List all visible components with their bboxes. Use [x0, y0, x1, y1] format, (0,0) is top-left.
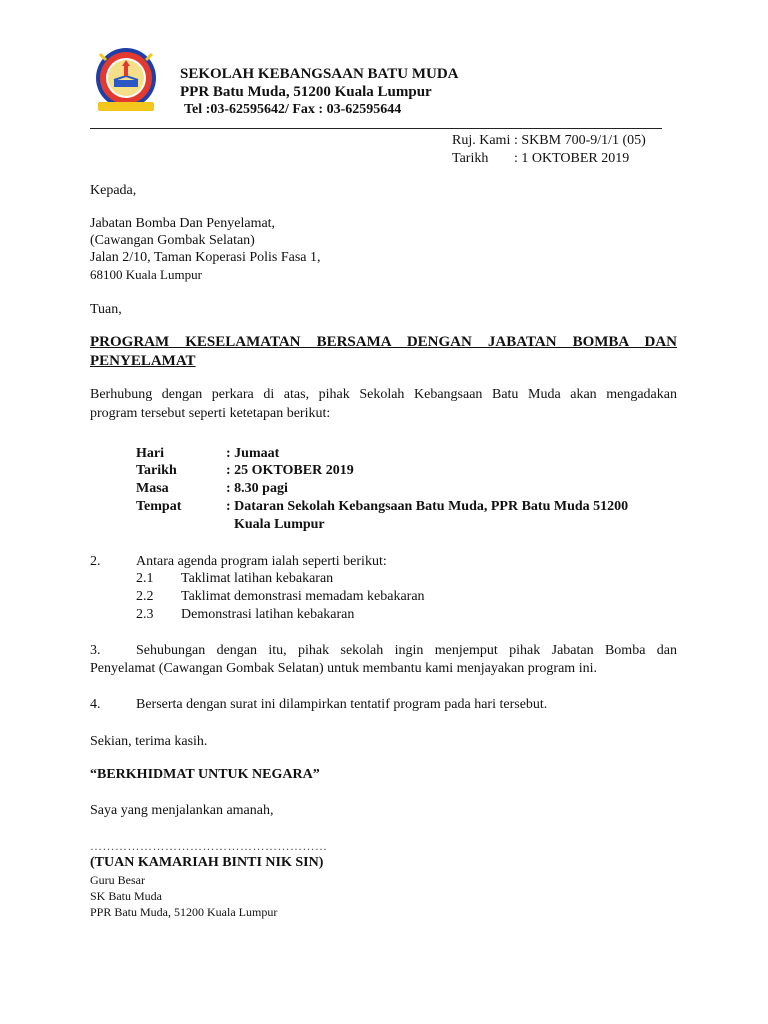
para-number: 3. [90, 643, 101, 658]
subject-line-2: PENYELAMAT [90, 353, 196, 369]
list-item: Taklimat demonstrasi memadam kebakaran [181, 589, 425, 604]
para-number: 2. [90, 554, 101, 569]
ref-label: Ruj. Kami [452, 133, 511, 148]
date-value: : 1 OKTOBER 2019 [514, 151, 630, 166]
recipient-line: Jabatan Bomba Dan Penyelamat, [90, 216, 276, 231]
school-contact: Tel :03-62595642/ Fax : 03-62595644 [184, 102, 402, 117]
ref-value: : SKBM 700-9/1/1 (05) [514, 133, 646, 148]
list-item: Taklimat latihan kebakaran [181, 571, 334, 586]
detail-label: Tarikh [136, 463, 177, 478]
list-item-number: 2.3 [136, 607, 154, 622]
motto: “BERKHIDMAT UNTUK NEGARA” [90, 767, 320, 782]
para3-line-2: Penyelamat (Cawangan Gombak Selatan) untuk membantu kami menjayakan program ini. [90, 661, 597, 676]
school-crest-logo [90, 46, 162, 114]
recipient-line: (Cawangan Gombak Selatan) [90, 233, 255, 248]
closing-thanks: Sekian, terima kasih. [90, 734, 208, 749]
header-divider [90, 128, 662, 129]
recipient-line: Jalan 2/10, Taman Koperasi Polis Fasa 1, [90, 250, 321, 265]
signer-title: Guru Besar [90, 873, 145, 887]
para4-text: Berserta dengan surat ini dilampirkan tentatif program pada hari tersebut. [136, 697, 548, 712]
signature-dots: ………………………………………………… [90, 839, 328, 853]
intro-line-1: Berhubung dengan perkara di atas, pihak Sekolah Kebangsaan Batu Muda akan mengadakan [90, 387, 677, 402]
signer-name: (TUAN KAMARIAH BINTI NIK SIN) [90, 855, 324, 870]
detail-value: : Jumaat [226, 446, 280, 461]
para2-text: Antara agenda program ialah seperti berikut: [136, 554, 387, 569]
signer-school: SK Batu Muda [90, 889, 162, 903]
detail-value: : Dataran Sekolah Kebangsaan Batu Muda, PPR Batu Muda 51200 [226, 499, 629, 514]
detail-label: Hari [136, 446, 164, 461]
detail-value-continued: Kuala Lumpur [234, 517, 325, 532]
date-label: Tarikh [452, 151, 489, 166]
kepada: Kepada, [90, 183, 137, 198]
detail-value: : 25 OKTOBER 2019 [226, 463, 354, 478]
list-item-number: 2.2 [136, 589, 154, 604]
intro-line-2: program tersebut seperti ketetapan berikut: [90, 406, 331, 421]
school-name: SEKOLAH KEBANGSAAN BATU MUDA [180, 66, 459, 82]
trust-line: Saya yang menjalankan amanah, [90, 803, 274, 818]
greeting: Tuan, [90, 302, 122, 317]
school-address: PPR Batu Muda, 51200 Kuala Lumpur [180, 84, 432, 100]
para3-line-1: Sehubungan dengan itu, pihak sekolah ingin menjemput pihak Jabatan Bomba dan [136, 643, 677, 658]
para-number: 4. [90, 697, 101, 712]
detail-label: Tempat [136, 499, 182, 514]
list-item-number: 2.1 [136, 571, 154, 586]
subject-line-1: PROGRAM KESELAMATAN BERSAMA DENGAN JABATAN BOMBA DAN [90, 334, 677, 350]
list-item: Demonstrasi latihan kebakaran [181, 607, 355, 622]
recipient-line: 68100 Kuala Lumpur [90, 267, 202, 282]
detail-label: Masa [136, 481, 169, 496]
detail-value: : 8.30 pagi [226, 481, 288, 496]
signer-address: PPR Batu Muda, 51200 Kuala Lumpur [90, 905, 278, 919]
